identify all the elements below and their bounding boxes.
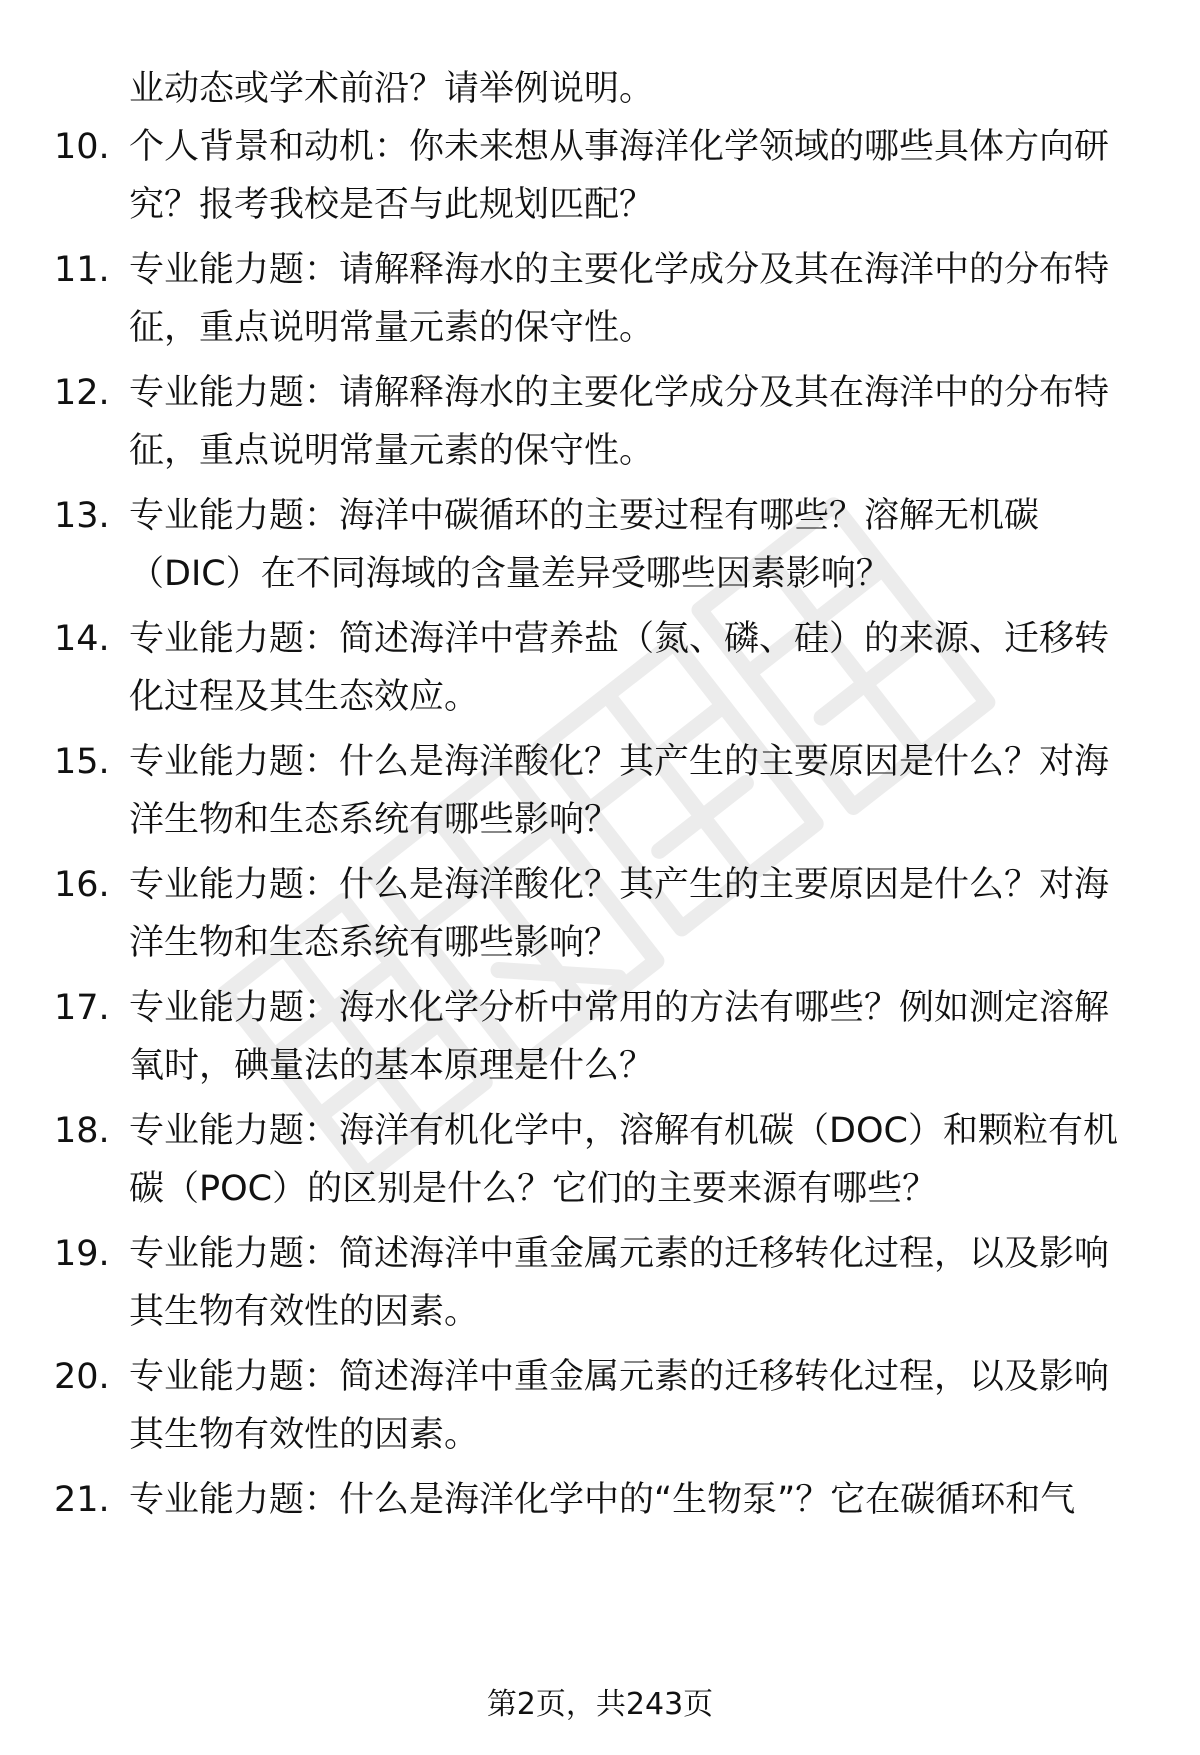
question-number: 12. <box>54 373 110 413</box>
question-text-line: 其生物有效性的因素。 <box>129 1292 480 1332</box>
question-text-line: 氧时，碘量法的基本原理是什么？ <box>129 1046 655 1086</box>
question-item <box>0 118 1200 234</box>
question-text-line: 究？报考我校是否与此规划匹配？ <box>129 185 655 225</box>
question-number: 11. <box>54 250 110 290</box>
question-number: 16. <box>54 865 110 905</box>
question-number: 21. <box>54 1480 110 1520</box>
question-number: 18. <box>54 1111 110 1151</box>
question-text-line: 专业能力题：请解释海水的主要化学成分及其在海洋中的分布特 <box>129 250 1110 290</box>
question-item <box>0 1225 1200 1341</box>
question-item <box>0 1102 1200 1218</box>
question-text-line: 专业能力题：简述海洋中重金属元素的迁移转化过程，以及影响 <box>129 1234 1110 1274</box>
question-text-line: 个人背景和动机：你未来想从事海洋化学领域的哪些具体方向研 <box>129 127 1110 167</box>
question-text-line: 专业能力题：简述海洋中重金属元素的迁移转化过程，以及影响 <box>129 1357 1110 1397</box>
question-item <box>0 856 1200 972</box>
question-number: 20. <box>54 1357 110 1397</box>
question-item <box>0 487 1200 603</box>
question-text-line: 其生物有效性的因素。 <box>129 1415 480 1455</box>
question-text-line: 专业能力题：什么是海洋酸化？其产生的主要原因是什么？对海 <box>129 865 1110 905</box>
question-item <box>0 979 1200 1095</box>
question-text-line: 专业能力题：海洋有机化学中，溶解有机碳（DOC）和颗粒有机 <box>129 1111 1118 1151</box>
question-number: 13. <box>54 496 110 536</box>
question-text-line: 碳（POC）的区别是什么？它们的主要来源有哪些？ <box>129 1169 938 1209</box>
question-item <box>0 1348 1200 1464</box>
question-text-line: 化过程及其生态效应。 <box>129 677 480 717</box>
continued-question-text: 业动态或学术前沿？请举例说明。 <box>129 69 655 109</box>
question-text-line: 专业能力题：请解释海水的主要化学成分及其在海洋中的分布特 <box>129 373 1110 413</box>
question-text-line: （DIC）在不同海域的含量差异受哪些因素影响？ <box>129 554 891 594</box>
question-text-line: 专业能力题：什么是海洋化学中的“生物泵”？它在碳循环和气 <box>129 1480 1076 1520</box>
question-item <box>0 610 1200 726</box>
question-text-line: 征，重点说明常量元素的保守性。 <box>129 431 655 471</box>
question-number: 17. <box>54 988 110 1028</box>
question-text-line: 专业能力题：海洋中碳循环的主要过程有哪些？溶解无机碳 <box>129 496 1040 536</box>
question-item <box>0 364 1200 480</box>
question-text-line: 征，重点说明常量元素的保守性。 <box>129 308 655 348</box>
question-item <box>0 241 1200 357</box>
question-number: 10. <box>54 127 110 167</box>
question-item <box>0 1471 1200 1587</box>
question-number: 14. <box>54 619 110 659</box>
question-number: 19. <box>54 1234 110 1274</box>
question-text-line: 洋生物和生态系统有哪些影响？ <box>129 923 620 963</box>
question-text-line: 专业能力题：简述海洋中营养盐（氮、磷、硅）的来源、迁移转 <box>129 619 1110 659</box>
question-text-line: 专业能力题：什么是海洋酸化？其产生的主要原因是什么？对海 <box>129 742 1110 782</box>
question-text-line: 专业能力题：海水化学分析中常用的方法有哪些？例如测定溶解 <box>129 988 1110 1028</box>
page-number-footer: 第2页，共243页 <box>486 1687 714 1722</box>
question-text-line: 洋生物和生态系统有哪些影响？ <box>129 800 620 840</box>
question-item <box>0 733 1200 849</box>
question-number: 15. <box>54 742 110 782</box>
